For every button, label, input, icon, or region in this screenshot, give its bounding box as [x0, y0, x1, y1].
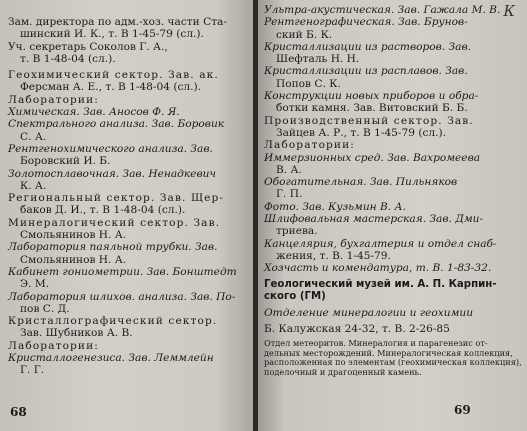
right-page-number: 69	[454, 403, 471, 417]
corner-pencil-mark: К	[503, 2, 515, 20]
left-page-text	[8, 16, 252, 377]
text-line: Зам. директора по адм.-хоз. части Ста-	[8, 16, 227, 28]
text-line: Ультра-акустическая. Зав. Гажала М. В.	[264, 4, 501, 16]
text-line: Боровский И. Б.	[20, 155, 111, 168]
text-line: Региональный сектор. Зав. Щер-	[8, 192, 225, 205]
text-line: Отделение минералогии и геохимии	[264, 306, 474, 319]
text-line: Рентгенографическая. Зав. Брунов-	[264, 16, 468, 29]
text-line: шинский И. К., т. В 1-45-79 (сл.).	[20, 28, 204, 41]
text-line: Химическая. Зав. Аносов Ф. Я.	[8, 106, 180, 119]
text-line: Геологический музей им. А. П. Карпин-	[264, 278, 497, 290]
text-line: Кристаллогенезиса. Зав. Леммлейн	[8, 352, 214, 365]
text-line: Производственный сектор. Зав.	[264, 114, 474, 127]
text-line: Лаборатория паяльной трубки. Зав.	[8, 241, 218, 254]
text-line: Геохимический сектор. Зав. ак.	[8, 69, 219, 82]
text-line: Отдел метеоритов. Минералогия и парагенезис от-	[264, 338, 488, 349]
text-line: Г. Г.	[20, 364, 45, 377]
text-line: Кристаллографический сектор.	[8, 315, 218, 328]
text-line: Лаборатории:	[8, 339, 99, 352]
text-line: Зав. Шубников А. В.	[20, 327, 133, 340]
text-line: Кристаллизации из растворов. Зав.	[264, 40, 472, 53]
text-line: поделочный и драгоценный камень.	[264, 366, 422, 377]
text-line: Смольянинов Н. А.	[20, 253, 127, 266]
text-line: Ферсман А. Е., т. В 1-48-04 (сл.).	[20, 81, 201, 94]
text-line: ский Б. К.	[276, 28, 333, 41]
text-line: Хозчасть и комендатура, т. В. 1-83-32.	[264, 262, 492, 275]
text-line: Шефталь Н. Н.	[276, 53, 360, 66]
text-line: Рентгенохимического анализа. Зав.	[8, 142, 213, 155]
text-line: Уч. секретарь Соколов Г. А.,	[8, 40, 168, 53]
text-line: С. А.	[20, 130, 47, 143]
text-line: Кабинет гониометрии. Зав. Бонштедт	[8, 265, 237, 278]
text-line: Золотосплавочная. Зав. Ненадкевич	[8, 167, 217, 180]
text-line: Э. М.	[20, 278, 50, 291]
text-line: Спектрального анализа. Зав. Боровик	[8, 118, 225, 131]
text-line: К. А.	[20, 179, 47, 192]
text-line: Обогатительная. Зав. Пильняков	[264, 176, 458, 189]
text-line: Лаборатории:	[264, 139, 355, 152]
text-line: Минералогический сектор. Зав.	[8, 216, 221, 229]
right-page-text	[264, 4, 522, 378]
text-line: ского (ГМ)	[264, 290, 326, 302]
text-line: В. А.	[276, 163, 302, 176]
text-line: ботки камня. Зав. Витовский Б. Б.	[276, 102, 468, 115]
text-line: Лаборатории:	[8, 93, 99, 106]
left-page	[0, 0, 254, 431]
text-line: Кристаллизации из расплавов. Зав.	[264, 65, 468, 78]
text-line: дельных месторождений. Минералогическая коллекция,	[264, 347, 513, 358]
text-line: Конструкции новых приборов и обра-	[264, 90, 479, 103]
text-line: пов С. Д.	[20, 302, 70, 315]
text-line: Лаборатория шлихов. анализа. Зав. По-	[8, 290, 236, 303]
text-line: Фото. Зав. Кузьмин В. А.	[264, 200, 406, 213]
text-line: Г. П.	[276, 188, 303, 201]
text-line: жения, т. В. 1-45-79.	[276, 249, 391, 262]
text-line: баков Д. И., т. В 1-48-04 (сл.).	[20, 204, 186, 217]
text-line: Шлифовальная мастерская. Зав. Дми-	[264, 213, 484, 226]
left-page-number: 68	[10, 405, 27, 419]
right-page	[258, 0, 527, 431]
text-line: Зайцев А. Р., т. В 1-45-79 (сл.).	[276, 126, 447, 139]
text-line: Смольянинов Н. А.	[20, 229, 127, 242]
text-line: Иммерзионных сред. Зав. Вахромеева	[264, 151, 481, 164]
text-line: триева.	[276, 225, 318, 238]
text-line: т. В 1-48-04 (сл.).	[20, 52, 116, 65]
text-line: расположенная по элементам (геохимическая коллекция),	[264, 357, 522, 368]
text-line: Попов С. К.	[276, 77, 341, 90]
text-line: Канцелярия, бухгалтерия и отдел снаб-	[264, 237, 497, 250]
text-line: Б. Калужская 24-32, т. В. 2-26-85	[264, 322, 450, 335]
